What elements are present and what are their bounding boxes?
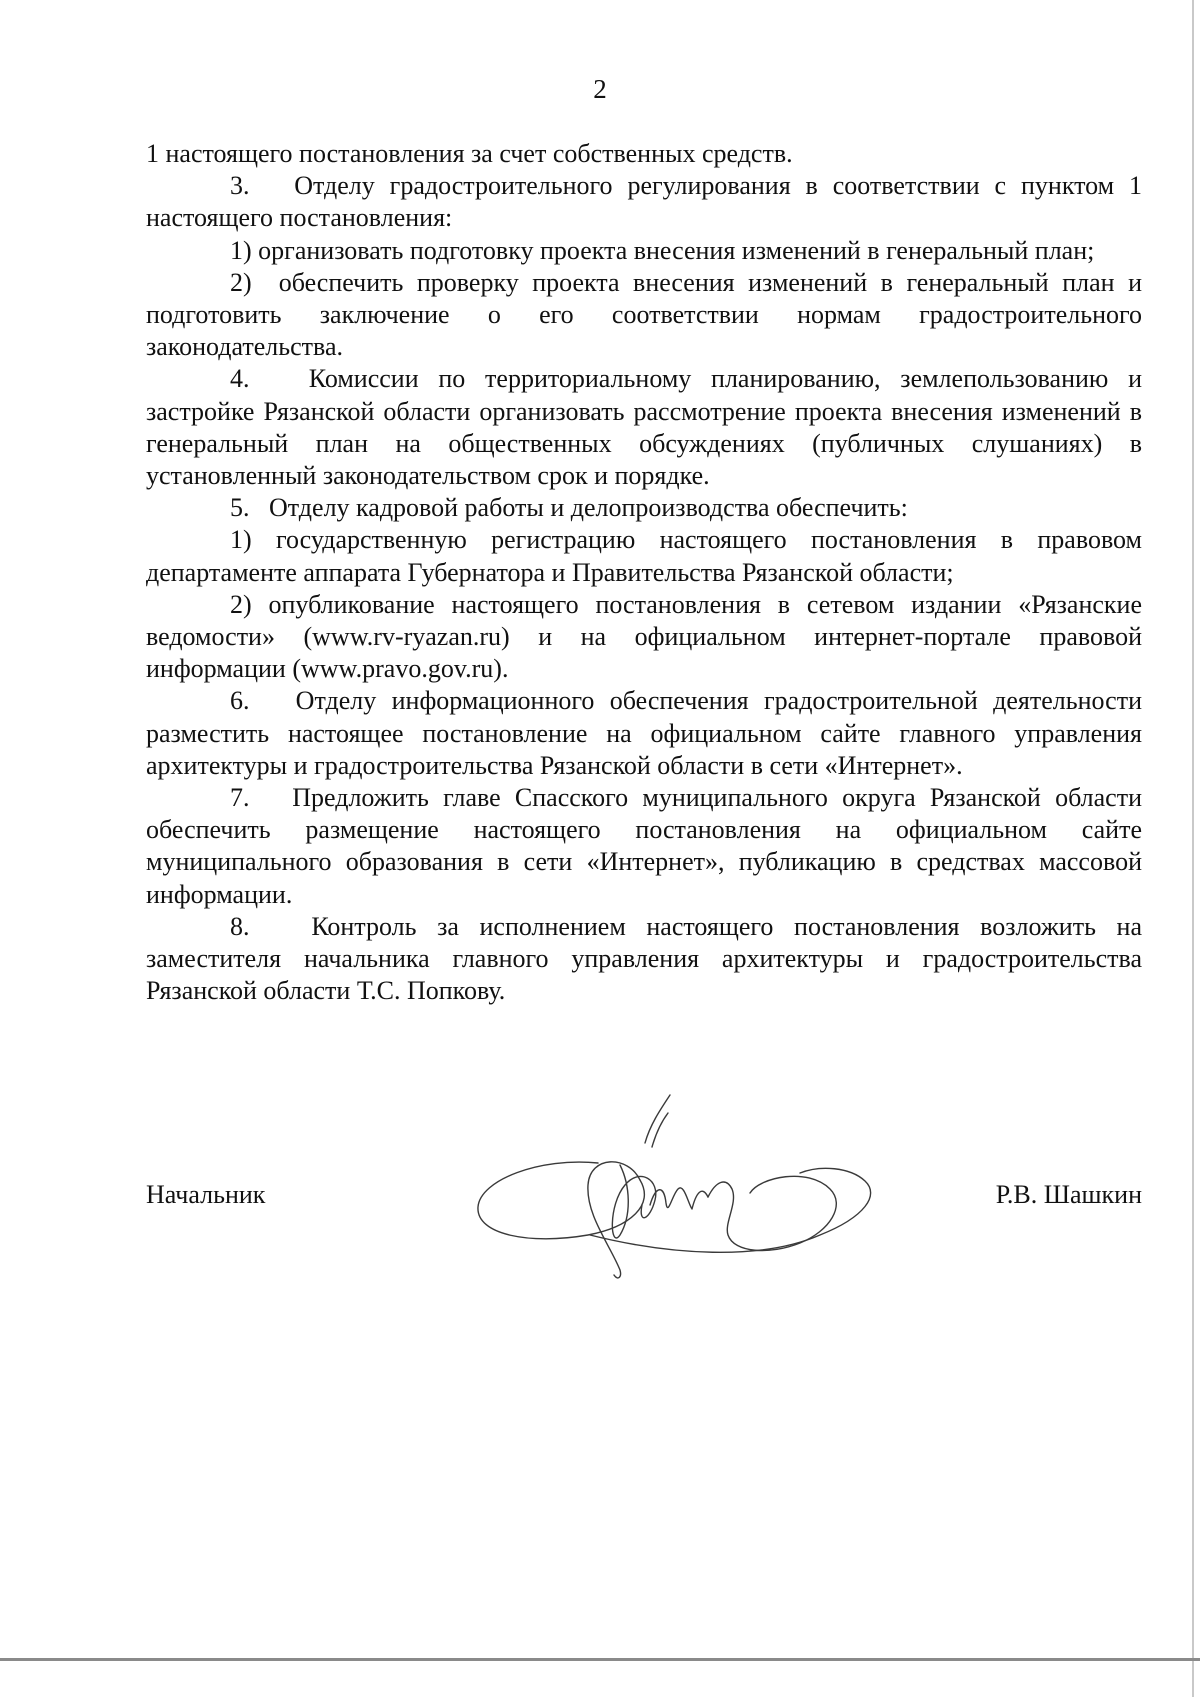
- paragraph-subitem-5-1: 1) государственную регистрацию настоящего постановления в правовом департаменте аппарата Губернатора и Правительства Рязанской области;: [146, 525, 1142, 587]
- paragraph-item-6: 6. Отделу информационного обеспечения градостроительной деятельности разместить настоящее постановление на официальном сайте главного управления архитектуры и градостроительства Рязанской области в сети «Интернет».: [146, 686, 1142, 780]
- paragraph-subitem-5-2: 2) опубликование настоящего постановления в сетевом издании «Рязанские ведомости» (www.rv-ryazan.ru) и на официальном интернет-портале правовой информации (www.pravo.gov.ru).: [146, 589, 1142, 684]
- document-body: [146, 138, 1142, 1007]
- page-number: 2: [593, 74, 607, 104]
- paragraph-subitem-3-2: 2) обеспечить проверку проекта внесения изменений в генеральный план и подготовить заключение о его соответствии нормам градостроительного законодательства.: [146, 267, 1142, 362]
- paragraph-item-5: 5. Отделу кадровой работы и делопроизводства обеспечить:: [230, 493, 908, 523]
- paragraph-item-8: 8. Контроль за исполнением настоящего постановления возложить на заместителя начальника главного управления архитектуры и градостроительства Рязанской области Т.С. Попкову.: [146, 911, 1142, 1006]
- page-right-edge: [1192, 0, 1194, 1697]
- signatory-position: Начальник: [146, 1180, 266, 1209]
- signature-block: [146, 1178, 1142, 1212]
- paragraph-item-3: 3. Отделу градостроительного регулирования в соответствии с пунктом 1 настоящего постановления:: [146, 171, 1142, 233]
- page-bottom-edge: [0, 1658, 1200, 1661]
- paragraph-continuation: 1 настоящего постановления за счет собственных средств.: [146, 139, 793, 168]
- paragraph-item-4: 4. Комиссии по территориальному планированию, землепользованию и застройке Рязанской области организовать рассмотрение проекта внесения изменений в генеральный план на общественных обсуждениях (публичных слушаниях) в установленный законодательством срок и порядке.: [146, 364, 1142, 491]
- paragraph-item-7: 7. Предложить главе Спасского муниципального округа Рязанской области обеспечить размещение настоящего постановления на официальном сайте муниципального образования в сети «Интернет», публикацию в средствах массовой информации.: [146, 783, 1142, 909]
- signatory-name: Р.В. Шашкин: [995, 1180, 1142, 1209]
- paragraph-subitem-3-1: 1) организовать подготовку проекта внесения изменений в генеральный план;: [230, 235, 1095, 265]
